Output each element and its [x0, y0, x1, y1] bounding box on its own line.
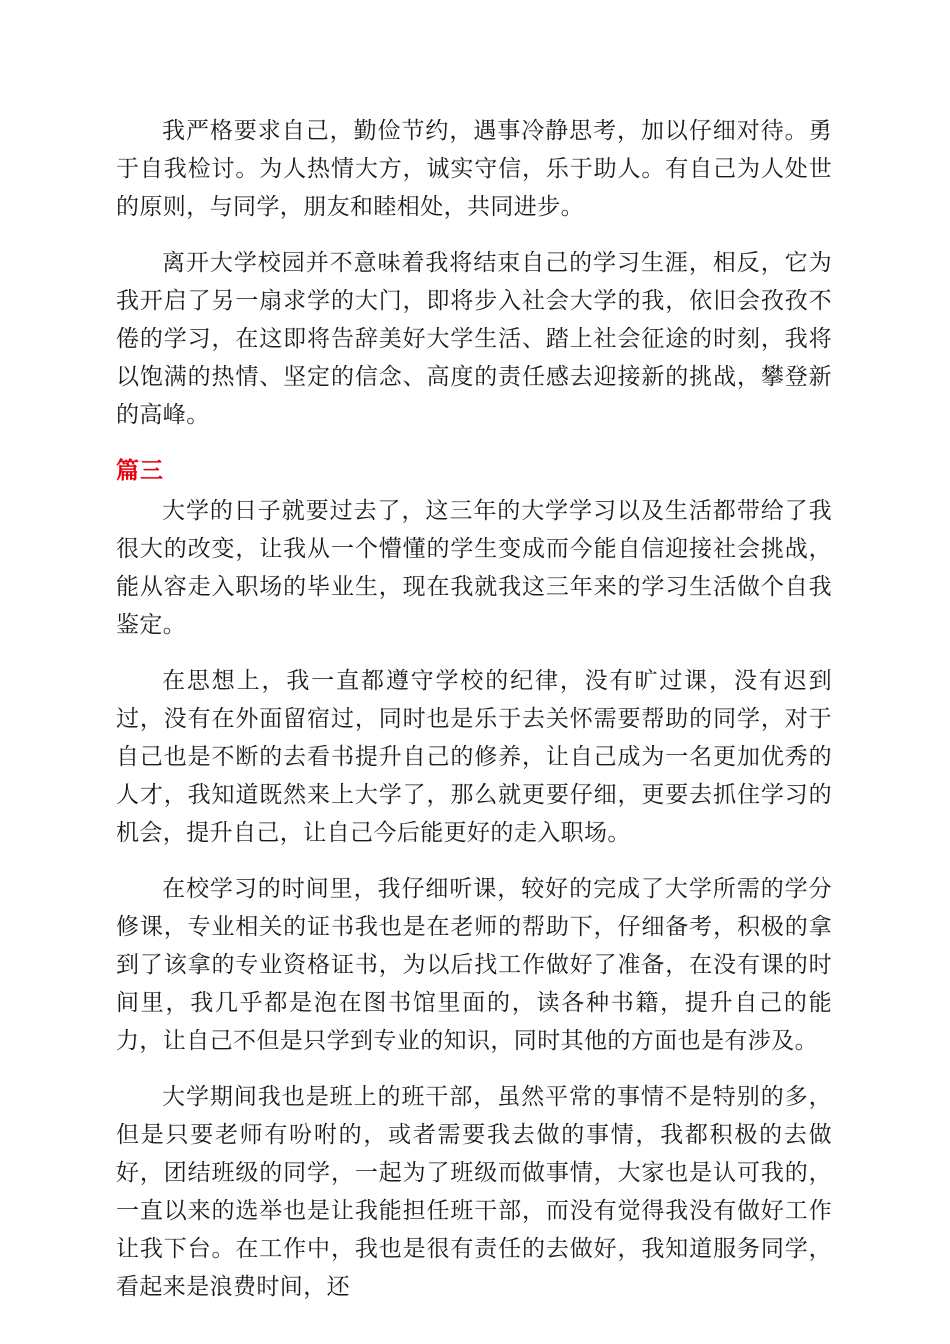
paragraph-thought: 在思想上，我一直都遵守学校的纪律，没有旷过课，没有迟到过，没有在外面留宿过，同时也是乐于去关怀需要帮助的同学，对于自己也是不断的去看书提升自己的修养，让自己成为一名更加优秀的人才，我知道既然来上大学了，那么就更要仔细，更要去抓住学习的机会，提升自己，让自己今后能更好的走入职场。 [116, 668, 832, 846]
section-heading: 篇三 [116, 458, 164, 484]
document-page [116, 112, 832, 1324]
paragraph-self-discipline: 我严格要求自己，勤俭节约，遇事冷静思考，加以仔细对待。勇于自我检讨。为人热情大方，诚实守信，乐于助人。有自己为人处世的原则，与同学，朋友和睦相处，共同进步。 [116, 118, 832, 220]
paragraph-study: 在校学习的时间里，我仔细听课，较好的完成了大学所需的学分修课，专业相关的证书我也是在老师的帮助下，仔细备考，积极的拿到了该拿的专业资格证书，为以后找工作做好了准备，在没有课的时间里，我几乎都是泡在图书馆里面的，读各种书籍，提升自己的能力，让自己不但是只学到专业的知识，同时其他的方面也是有涉及。 [116, 876, 832, 1054]
paragraph-class-cadre: 大学期间我也是班上的班干部，虽然平常的事情不是特别的多，但是只要老师有吩咐的，或者需要我去做的事情，我都积极的去做好，团结班级的同学，一起为了班级而做事情，大家也是认可我的，一直以来的选举也是让我能担任班干部，而没有觉得我没有做好工作让我下台。在工作中，我也是很有责任的去做好，我知道服务同学，看起来是浪费时间，还 [116, 1084, 832, 1300]
paragraph-intro: 大学的日子就要过去了，这三年的大学学习以及生活都带给了我很大的改变，让我从一个懵懂的学生变成而今能自信迎接社会挑战，能从容走入职场的毕业生，现在我就我这三年来的学习生活做个自我鉴定。 [116, 498, 832, 638]
paragraph-leaving-campus: 离开大学校园并不意味着我将结束自己的学习生涯，相反，它为我开启了另一扇求学的大门，即将步入社会大学的我，依旧会孜孜不倦的学习，在这即将告辞美好大学生活、踏上社会征途的时刻，我将以饱满的热情、坚定的信念、高度的责任感去迎接新的挑战，攀登新的高峰。 [116, 250, 832, 428]
